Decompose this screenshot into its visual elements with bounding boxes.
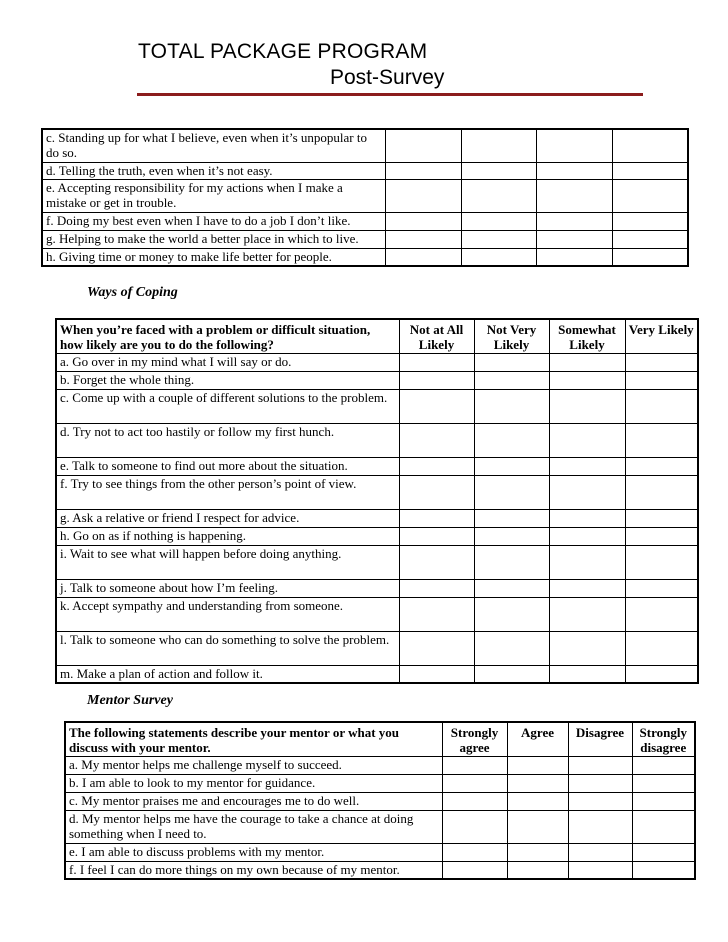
table-row (65, 843, 695, 861)
column-header: Disagree (568, 722, 632, 756)
statement-cell: f. Doing my best even when I have to do a job I don’t like. (42, 212, 385, 230)
statement-cell: b. I am able to look to my mentor for guidance. (65, 774, 442, 792)
response-cell[interactable] (625, 389, 698, 423)
response-cell[interactable] (442, 843, 507, 861)
response-cell[interactable] (625, 545, 698, 579)
table-row (65, 774, 695, 792)
response-cell[interactable] (568, 792, 632, 810)
response-cell[interactable] (625, 597, 698, 631)
statement-cell: a. My mentor helps me challenge myself to succeed. (65, 756, 442, 774)
column-header: Somewhat Likely (549, 319, 625, 353)
column-header: Strongly disagree (632, 722, 695, 756)
response-cell[interactable] (568, 756, 632, 774)
mentor-table (64, 721, 696, 880)
response-cell[interactable] (399, 579, 474, 597)
coping-section-title: Ways of Coping (87, 285, 178, 300)
page-subtitle: Post-Survey (330, 66, 445, 89)
response-cell[interactable] (625, 527, 698, 545)
response-cell[interactable] (507, 792, 568, 810)
response-cell[interactable] (625, 423, 698, 457)
statement-cell: e. Accepting responsibility for my actions when I make a mistake or get in trouble. (42, 179, 385, 212)
table-header-row (56, 319, 698, 353)
statement-cell: h. Giving time or money to make life better for people. (42, 248, 385, 266)
statement-cell: c. Standing up for what I believe, even when it’s unpopular to do so. (42, 129, 385, 162)
statement-cell: e. I am able to discuss problems with my mentor. (65, 843, 442, 861)
table-header-row (65, 722, 695, 756)
table-row (65, 810, 695, 843)
table-row (42, 179, 688, 212)
response-cell[interactable] (536, 230, 612, 248)
response-cell[interactable] (461, 129, 536, 162)
response-cell[interactable] (399, 475, 474, 509)
response-cell[interactable] (625, 579, 698, 597)
table-row (42, 230, 688, 248)
table-row (56, 545, 698, 579)
table-row (42, 212, 688, 230)
table-row (56, 665, 698, 683)
column-header: Not at All Likely (399, 319, 474, 353)
response-cell[interactable] (474, 597, 549, 631)
response-cell[interactable] (549, 457, 625, 475)
response-cell[interactable] (442, 756, 507, 774)
response-cell[interactable] (612, 129, 688, 162)
response-cell[interactable] (385, 179, 461, 212)
table-row (42, 248, 688, 266)
response-cell[interactable] (442, 810, 507, 843)
table-row (56, 527, 698, 545)
response-cell[interactable] (536, 129, 612, 162)
response-cell[interactable] (625, 475, 698, 509)
response-cell[interactable] (549, 353, 625, 371)
response-cell[interactable] (399, 545, 474, 579)
mentor-section-title: Mentor Survey (87, 693, 173, 708)
response-cell[interactable] (399, 353, 474, 371)
statement-cell: c. My mentor praises me and encourages me to do well. (65, 792, 442, 810)
response-cell[interactable] (612, 179, 688, 212)
response-cell[interactable] (507, 756, 568, 774)
response-cell[interactable] (568, 861, 632, 879)
response-cell[interactable] (474, 545, 549, 579)
table-row (56, 389, 698, 423)
response-cell[interactable] (507, 810, 568, 843)
response-cell[interactable] (474, 631, 549, 665)
response-cell[interactable] (549, 509, 625, 527)
table-row (65, 792, 695, 810)
response-cell[interactable] (536, 179, 612, 212)
response-cell[interactable] (625, 509, 698, 527)
statement-cell: a. Go over in my mind what I will say or do. (56, 353, 399, 371)
response-cell[interactable] (632, 756, 695, 774)
response-cell[interactable] (625, 457, 698, 475)
table-row (56, 423, 698, 457)
statement-cell: e. Talk to someone to find out more about the situation. (56, 457, 399, 475)
response-cell[interactable] (461, 162, 536, 179)
statement-cell: g. Ask a relative or friend I respect for advice. (56, 509, 399, 527)
mentor-question: The following statements describe your mentor or what you discuss with your mentor. (65, 722, 442, 756)
response-cell[interactable] (625, 353, 698, 371)
response-cell[interactable] (399, 389, 474, 423)
response-cell[interactable] (568, 774, 632, 792)
statement-cell: d. Try not to act too hastily or follow my first hunch. (56, 423, 399, 457)
title-divider (137, 93, 643, 96)
response-cell[interactable] (549, 475, 625, 509)
response-cell[interactable] (632, 792, 695, 810)
coping-table (55, 318, 699, 684)
column-header: Strongly agree (442, 722, 507, 756)
statement-cell: c. Come up with a couple of different solutions to the problem. (56, 389, 399, 423)
response-cell[interactable] (625, 665, 698, 683)
response-cell[interactable] (507, 843, 568, 861)
table-row (42, 129, 688, 162)
response-cell[interactable] (549, 631, 625, 665)
response-cell[interactable] (399, 665, 474, 683)
response-cell[interactable] (399, 371, 474, 389)
table-row (56, 597, 698, 631)
statement-cell: f. I feel I can do more things on my own because of my mentor. (65, 861, 442, 879)
response-cell[interactable] (612, 212, 688, 230)
statement-cell: f. Try to see things from the other person’s point of view. (56, 475, 399, 509)
response-cell[interactable] (461, 230, 536, 248)
response-cell[interactable] (474, 353, 549, 371)
statement-cell: d. Telling the truth, even when it’s not easy. (42, 162, 385, 179)
statement-cell: h. Go on as if nothing is happening. (56, 527, 399, 545)
response-cell[interactable] (399, 457, 474, 475)
table-row (56, 371, 698, 389)
page-title: TOTAL PACKAGE PROGRAM (138, 40, 428, 63)
response-cell[interactable] (474, 665, 549, 683)
response-cell[interactable] (612, 162, 688, 179)
response-cell[interactable] (442, 774, 507, 792)
statement-cell: l. Talk to someone who can do something to solve the problem. (56, 631, 399, 665)
response-cell[interactable] (632, 810, 695, 843)
statement-cell: d. My mentor helps me have the courage to take a chance at doing something when I need to. (65, 810, 442, 843)
response-cell[interactable] (625, 631, 698, 665)
response-cell[interactable] (549, 527, 625, 545)
response-cell[interactable] (625, 371, 698, 389)
response-cell[interactable] (474, 423, 549, 457)
response-cell[interactable] (568, 843, 632, 861)
response-cell[interactable] (632, 861, 695, 879)
table-row (65, 756, 695, 774)
response-cell[interactable] (549, 545, 625, 579)
table-row (42, 162, 688, 179)
table-row (56, 579, 698, 597)
table-row (65, 861, 695, 879)
response-cell[interactable] (536, 248, 612, 266)
response-cell[interactable] (536, 162, 612, 179)
table-row (56, 475, 698, 509)
response-cell[interactable] (549, 423, 625, 457)
response-cell[interactable] (399, 423, 474, 457)
response-cell[interactable] (507, 774, 568, 792)
response-cell[interactable] (385, 230, 461, 248)
response-cell[interactable] (385, 162, 461, 179)
response-cell[interactable] (399, 631, 474, 665)
response-cell[interactable] (549, 389, 625, 423)
column-header: Agree (507, 722, 568, 756)
column-header: Not Very Likely (474, 319, 549, 353)
statement-cell: m. Make a plan of action and follow it. (56, 665, 399, 683)
response-cell[interactable] (474, 389, 549, 423)
response-cell[interactable] (399, 509, 474, 527)
table-row (56, 457, 698, 475)
values-table (41, 128, 689, 267)
response-cell[interactable] (612, 230, 688, 248)
response-cell[interactable] (549, 597, 625, 631)
response-cell[interactable] (442, 792, 507, 810)
coping-question: When you’re faced with a problem or difficult situation, how likely are you to do the following? (56, 319, 399, 353)
response-cell[interactable] (474, 527, 549, 545)
statement-cell: k. Accept sympathy and understanding from someone. (56, 597, 399, 631)
statement-cell: g. Helping to make the world a better place in which to live. (42, 230, 385, 248)
response-cell[interactable] (399, 527, 474, 545)
response-cell[interactable] (568, 810, 632, 843)
response-cell[interactable] (507, 861, 568, 879)
column-header: Very Likely (625, 319, 698, 353)
response-cell[interactable] (632, 843, 695, 861)
response-cell[interactable] (474, 371, 549, 389)
response-cell[interactable] (536, 212, 612, 230)
response-cell[interactable] (612, 248, 688, 266)
response-cell[interactable] (474, 475, 549, 509)
response-cell[interactable] (474, 579, 549, 597)
table-row (56, 509, 698, 527)
response-cell[interactable] (549, 579, 625, 597)
response-cell[interactable] (549, 371, 625, 389)
statement-cell: b. Forget the whole thing. (56, 371, 399, 389)
response-cell[interactable] (442, 861, 507, 879)
response-cell[interactable] (399, 597, 474, 631)
table-row (56, 631, 698, 665)
response-cell[interactable] (461, 212, 536, 230)
response-cell[interactable] (385, 248, 461, 266)
response-cell[interactable] (474, 457, 549, 475)
response-cell[interactable] (474, 509, 549, 527)
response-cell[interactable] (632, 774, 695, 792)
response-cell[interactable] (385, 129, 461, 162)
statement-cell: j. Talk to someone about how I’m feeling. (56, 579, 399, 597)
table-row (56, 353, 698, 371)
statement-cell: i. Wait to see what will happen before doing anything. (56, 545, 399, 579)
response-cell[interactable] (461, 248, 536, 266)
response-cell[interactable] (461, 179, 536, 212)
response-cell[interactable] (385, 212, 461, 230)
response-cell[interactable] (549, 665, 625, 683)
